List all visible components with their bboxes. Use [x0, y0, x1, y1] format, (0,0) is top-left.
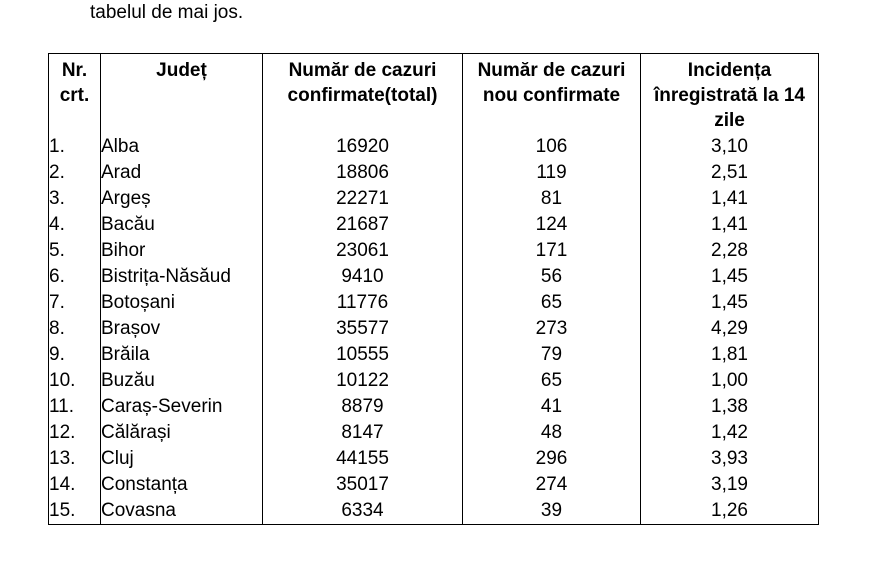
cell-judet: Buzău: [101, 368, 263, 394]
table-row: [49, 238, 819, 264]
header-cazuri-total: Număr de cazuri confirmate(total): [263, 54, 463, 135]
cell-cazuri-total: 8879: [263, 394, 463, 420]
cell-nr: 2.: [49, 160, 101, 186]
cell-judet: Caraș-Severin: [101, 394, 263, 420]
cell-judet: Alba: [101, 134, 263, 160]
cell-cazuri-total: 16920: [263, 134, 463, 160]
cell-incidenta: 3,10: [641, 134, 819, 160]
cell-nr: 14.: [49, 472, 101, 498]
cell-cazuri-total: 21687: [263, 212, 463, 238]
cell-cazuri-total: 23061: [263, 238, 463, 264]
table-row: [49, 186, 819, 212]
cell-cazuri-noi: 119: [463, 160, 641, 186]
cell-cazuri-total: 35577: [263, 316, 463, 342]
cell-nr: 4.: [49, 212, 101, 238]
cell-judet: Bistrița-Năsăud: [101, 264, 263, 290]
cell-judet: Brăila: [101, 342, 263, 368]
table-row: [49, 420, 819, 446]
cell-cazuri-total: 44155: [263, 446, 463, 472]
cell-incidenta: 1,38: [641, 394, 819, 420]
header-nr-crt: Nr. crt.: [49, 54, 101, 135]
cell-incidenta: 1,81: [641, 342, 819, 368]
table-row: [49, 368, 819, 394]
table-row: [49, 394, 819, 420]
cell-judet: Covasna: [101, 498, 263, 525]
cell-incidenta: 2,28: [641, 238, 819, 264]
cell-cazuri-total: 10555: [263, 342, 463, 368]
cell-cazuri-total: 22271: [263, 186, 463, 212]
header-cazuri-noi: Număr de cazuri nou confirmate: [463, 54, 641, 135]
cell-cazuri-noi: 41: [463, 394, 641, 420]
cell-cazuri-total: 8147: [263, 420, 463, 446]
cell-cazuri-noi: 273: [463, 316, 641, 342]
cell-cazuri-total: 9410: [263, 264, 463, 290]
intro-text: tabelul de mai jos.: [90, 2, 244, 23]
cell-nr: 3.: [49, 186, 101, 212]
table-row: [49, 290, 819, 316]
cell-nr: 1.: [49, 134, 101, 160]
cell-cazuri-total: 10122: [263, 368, 463, 394]
cell-judet: Botoșani: [101, 290, 263, 316]
cell-nr: 6.: [49, 264, 101, 290]
cell-cazuri-total: 18806: [263, 160, 463, 186]
cell-cazuri-noi: 48: [463, 420, 641, 446]
cell-judet: Argeș: [101, 186, 263, 212]
table-row: [49, 498, 819, 525]
cell-cazuri-noi: 79: [463, 342, 641, 368]
cell-cazuri-noi: 106: [463, 134, 641, 160]
cases-table: [48, 53, 819, 525]
cell-incidenta: 1,45: [641, 264, 819, 290]
cell-judet: Cluj: [101, 446, 263, 472]
cell-cazuri-total: 11776: [263, 290, 463, 316]
cell-cazuri-noi: 65: [463, 368, 641, 394]
cell-judet: Călărași: [101, 420, 263, 446]
cell-judet: Bacău: [101, 212, 263, 238]
cell-cazuri-noi: 124: [463, 212, 641, 238]
cell-incidenta: 3,19: [641, 472, 819, 498]
table-body: [49, 134, 819, 525]
header-judet: Județ: [101, 54, 263, 135]
table-row: [49, 316, 819, 342]
cell-cazuri-total: 6334: [263, 498, 463, 525]
table-row: [49, 160, 819, 186]
cell-cazuri-noi: 171: [463, 238, 641, 264]
cell-judet: Constanța: [101, 472, 263, 498]
cell-incidenta: 3,93: [641, 446, 819, 472]
table-header-row: [49, 54, 819, 135]
cell-nr: 10.: [49, 368, 101, 394]
cell-incidenta: 2,51: [641, 160, 819, 186]
cell-incidenta: 1,26: [641, 498, 819, 525]
cell-incidenta: 1,45: [641, 290, 819, 316]
cell-judet: Bihor: [101, 238, 263, 264]
table-row: [49, 472, 819, 498]
cell-cazuri-noi: 39: [463, 498, 641, 525]
cell-cazuri-noi: 56: [463, 264, 641, 290]
table-row: [49, 342, 819, 368]
cell-nr: 12.: [49, 420, 101, 446]
cell-nr: 11.: [49, 394, 101, 420]
cell-incidenta: 1,41: [641, 212, 819, 238]
cell-nr: 8.: [49, 316, 101, 342]
cell-nr: 9.: [49, 342, 101, 368]
cell-nr: 15.: [49, 498, 101, 525]
cell-nr: 7.: [49, 290, 101, 316]
table-row: [49, 446, 819, 472]
cell-incidenta: 1,42: [641, 420, 819, 446]
table-row: [49, 212, 819, 238]
cell-incidenta: 1,41: [641, 186, 819, 212]
cell-nr: 13.: [49, 446, 101, 472]
cell-cazuri-noi: 296: [463, 446, 641, 472]
table-row: [49, 264, 819, 290]
header-incidenta: Incidența înregistrată la 14 zile: [641, 54, 819, 135]
cell-nr: 5.: [49, 238, 101, 264]
cell-cazuri-noi: 81: [463, 186, 641, 212]
table-row: [49, 134, 819, 160]
cell-incidenta: 4,29: [641, 316, 819, 342]
cell-judet: Arad: [101, 160, 263, 186]
cell-judet: Brașov: [101, 316, 263, 342]
cell-incidenta: 1,00: [641, 368, 819, 394]
cell-cazuri-noi: 65: [463, 290, 641, 316]
cell-cazuri-noi: 274: [463, 472, 641, 498]
cell-cazuri-total: 35017: [263, 472, 463, 498]
